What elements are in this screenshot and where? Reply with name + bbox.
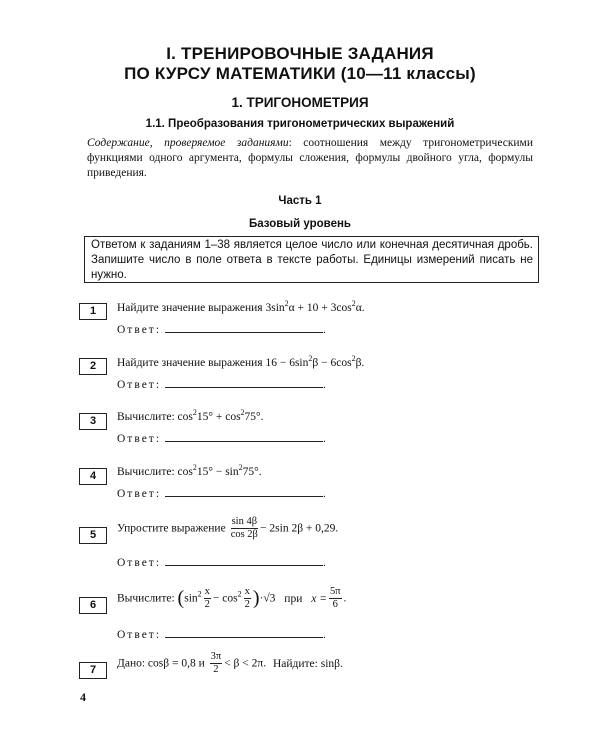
- answer-row-4: Ответ: .: [117, 488, 328, 500]
- answer-field-3[interactable]: [165, 431, 323, 442]
- content-paragraph: [87, 136, 533, 181]
- answer-row-5: Ответ: .: [117, 557, 328, 569]
- chapter-title-line2: ПО КУРСУ МАТЕМАТИКИ (10—11 классы): [124, 64, 476, 83]
- answer-field-1[interactable]: [165, 322, 323, 333]
- task-number-4: 4: [79, 468, 107, 485]
- task-number-7: 7: [79, 662, 107, 679]
- answer-label: Ответ:: [117, 488, 162, 500]
- answer-row-2: Ответ: .: [117, 379, 328, 391]
- task-number-2: 2: [79, 358, 107, 375]
- fraction-5pi-over-6: $\frac{5\pi}{6}$: [329, 586, 341, 610]
- task-1-text: Найдите значение выражения $3\sin^2\alpha + 10 + 3\cos^2\alpha$.: [117, 299, 365, 314]
- answer-row-3: Ответ: .: [117, 433, 328, 445]
- page-number: 4: [80, 690, 86, 704]
- answer-field-4[interactable]: [165, 486, 323, 497]
- answer-field-6[interactable]: [165, 627, 323, 638]
- chapter-title-line1: I. ТРЕНИРОВОЧНЫЕ ЗАДАНИЯ: [166, 44, 434, 63]
- part-title: Часть 1: [278, 195, 322, 207]
- instructions-text: Ответом к заданиям 1–38 является целое число или конечная десятичная дробь. Запишите число в поле ответа в тексте работы. Единицы измерений писать не нужно.: [91, 239, 533, 281]
- answer-label: Ответ:: [117, 433, 162, 445]
- answer-label: Ответ:: [117, 324, 162, 336]
- task-number-6: 6: [79, 597, 107, 614]
- level-title: Базовый уровень: [248, 218, 352, 230]
- section-title: 1. ТРИГОНОМЕТРИЯ: [231, 95, 369, 110]
- answer-label: Ответ:: [117, 629, 162, 641]
- answer-row-6: Ответ: .: [117, 629, 328, 641]
- task-number-3: 3: [79, 413, 107, 430]
- task-number-5: 5: [79, 527, 107, 544]
- task-2-text: Найдите значение выражения $16 - 6\sin^2\beta - 6\cos^2\beta$.: [117, 354, 365, 369]
- task-4-text: Вычислите: $\cos^215^\circ - \sin^275^\circ$.: [117, 463, 262, 478]
- answer-row-1: Ответ: .: [117, 324, 328, 336]
- subsection-title: 1.1. Преобразования тригонометрических выражений: [145, 118, 455, 130]
- content-label: Содержание, проверяемое заданиями: [87, 137, 289, 149]
- fraction-x-over-2: $\frac{x}{2}$: [244, 586, 250, 610]
- instructions-box: [84, 236, 539, 283]
- answer-label: Ответ:: [117, 557, 162, 569]
- content-text: : соотношения между тригонометрическими функциями одного аргумента, формулы сложения, формулы двойного угла, формулы приведения.: [87, 137, 533, 179]
- task-7-text: Дано: cosβ = 0,8 и $\frac{3\pi}{2}$ < β < 2π. Найдите: sinβ.: [117, 651, 343, 675]
- answer-field-2[interactable]: [165, 377, 323, 388]
- answer-field-5[interactable]: [165, 555, 323, 566]
- task-number-1: 1: [79, 303, 107, 320]
- task-6-text: Вычислите: ($\sin^2$ $\frac{x}{2}$ − $\cos^2$ $\frac{x}{2}$ )·√3 при x = $\frac{5\pi}{6}$ .: [117, 586, 347, 610]
- task-3-text: Вычислите: $\cos^215^\circ + \cos^275^\circ$.: [117, 408, 264, 423]
- fraction-x-over-2: $\frac{x}{2}$: [204, 586, 210, 610]
- fraction-sin4b-cos2b: $\frac{\sin 4\beta}{\cos 2\beta}$: [230, 516, 258, 540]
- fraction-3pi-over-2: $\frac{3\pi}{2}$: [210, 651, 222, 675]
- answer-label: Ответ:: [117, 379, 162, 391]
- task-5-text: Упростите выражение $\frac{\sin 4\beta}{\cos 2\beta}$ − 2sin 2β + 0,29.: [117, 516, 339, 540]
